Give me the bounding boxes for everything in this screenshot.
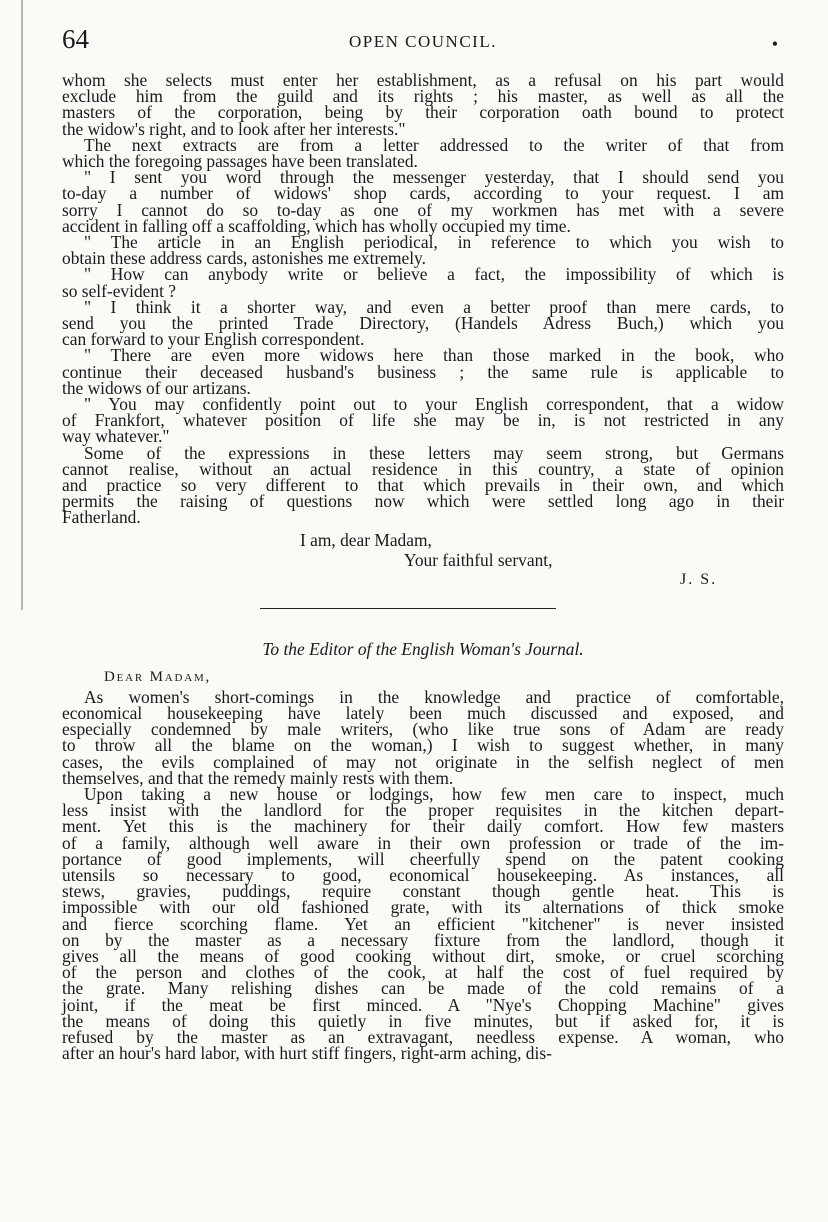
text-line: cannot realise, without an actual residence in this country, a state of opinion <box>62 458 784 479</box>
text-line: utensils so necessary to good, economical housekeeping. As instances, all <box>62 864 784 885</box>
text-line: way whatever." <box>62 426 170 447</box>
text-line: cases, the evils complained of may not originate in the selfish neglect of men <box>62 751 784 772</box>
salutation: Dear Madam, <box>104 668 212 685</box>
text-line: of the person and clothes of the cook, at half the cost of fuel required by <box>62 962 784 983</box>
text-line: obtain these address cards, astonishes me extremely. <box>62 248 426 269</box>
signature: J. S. <box>680 570 718 588</box>
text-line: Upon taking a new house or lodgings, how few men care to inspect, much <box>84 783 784 804</box>
body-text <box>62 70 784 1064</box>
text-line: Some of the expressions in these letters may seem strong, but Germans <box>84 442 784 463</box>
text-line: " I think it a shorter way, and even a better proof than mere cards, to <box>84 296 784 317</box>
text-line: which the foregoing passages have been translated. <box>62 151 418 172</box>
text-line: portance of good implements, will cheerfully spend on the patent cooking <box>62 848 784 869</box>
text-line: The next extracts are from a letter addressed to the writer of that from <box>84 134 784 155</box>
page-number: 64 <box>62 24 89 54</box>
text-line: the grate. Many relishing dishes can be made of the cold remains of a <box>62 978 784 999</box>
text-line: send you the printed Trade Directory, (Handels Adress Buch,) which you <box>62 313 784 334</box>
text-line: the widows of our artizans. <box>62 377 251 398</box>
text-line: after an hour's hard labor, with hurt stiff fingers, right-arm aching, dis- <box>62 1043 552 1064</box>
text-line: the means of doing this quietly in five minutes, but if asked for, it is <box>62 1010 784 1031</box>
text-line: of a family, although well aware in their own profession or trade of the im- <box>62 832 784 853</box>
text-line: sorry I cannot do so to-day as one of my workmen has met with a severe <box>62 199 784 220</box>
text-line: to-day a number of widows' shop cards, according to your request. I am <box>62 183 784 204</box>
page-header <box>62 24 784 60</box>
text-line: and practice so very different to that which prevails in their own, and which <box>62 475 784 496</box>
letter-two <box>62 686 784 1064</box>
text-line: of Frankfort, whatever position of life she may be in, is not restricted in any <box>62 410 784 431</box>
text-line: refused by the master as an extravagant, needless expense. A woman, who <box>62 1026 784 1047</box>
text-line: can forward to your English correspondent. <box>62 329 365 350</box>
text-line: " I sent you word through the messenger yesterday, that I should send you <box>84 167 784 188</box>
text-line: economical housekeeping have lately been much discussed and exposed, and <box>62 702 784 723</box>
letter-heading: To the Editor of the English Woman's Journal. <box>262 638 584 659</box>
text-line: " The article in an English periodical, in reference to which you wish to <box>84 232 784 253</box>
section-divider <box>260 608 556 609</box>
text-line: continue their deceased husband's business ; the same rule is applicable to <box>62 361 784 382</box>
closing-line: I am, dear Madam, <box>300 529 432 550</box>
text-line: " You may confidently point out to your English correspondent, that a widow <box>84 394 784 415</box>
print-mark: • <box>771 34 778 54</box>
running-head: OPEN COUNCIL. <box>349 32 497 51</box>
text-line: especially condemned by male writers, (who like true sons of Adam are ready <box>62 719 784 740</box>
text-line: As women's short-comings in the knowledge and practice of comfortable, <box>84 686 784 707</box>
text-line: exclude him from the guild and its rights ; his master, as well as all the <box>62 86 784 107</box>
text-line: joint, if the meat be first minced. A "Nye's Chopping Machine" gives <box>62 994 784 1015</box>
text-line: accident in falling off a scaffolding, which has wholly occupied my time. <box>62 215 571 236</box>
text-line: impossible with our old fashioned grate, with its alternations of thick smoke <box>62 897 784 918</box>
text-line: the widow's right, and to look after her interests." <box>62 118 406 139</box>
text-line: stews, gravies, puddings, require constant though gentle heat. This is <box>62 881 784 902</box>
text-line: on by the master as a necessary fixture from the landlord, though it <box>62 929 784 950</box>
text-line: ment. Yet this is the machinery for their daily comfort. How few masters <box>62 816 784 837</box>
text-line: and fierce scorching flame. Yet an efficient "kitchener" is never insisted <box>62 913 784 934</box>
text-line: gives all the means of good cooking without dirt, smoke, or cruel scorching <box>62 945 784 966</box>
text-line: less insist with the landlord for the proper requisites in the kitchen depart- <box>62 800 784 821</box>
letter-one <box>62 72 784 526</box>
text-line: permits the raising of questions now which were settled long ago in their <box>62 491 784 512</box>
closing-servant-line: Your faithful servant, <box>404 549 553 570</box>
text-line: whom she selects must enter her establishment, as a refusal on his part would <box>62 70 784 90</box>
text-line: Fatherland. <box>62 507 141 528</box>
text-line: so self-evident ? <box>62 280 176 301</box>
text-line: themselves, and that the remedy mainly rests with them. <box>62 767 454 788</box>
text-line: " There are even more widows here than those marked in the book, who <box>84 345 784 366</box>
text-line: masters of the corporation, being by their corporation oath bound to protect <box>62 102 784 123</box>
text-line: to throw all the blame on the woman,) I wish to suggest whether, in many <box>62 735 784 756</box>
text-line: " How can anybody write or believe a fact, the impossibility of which is <box>84 264 784 285</box>
binding-margin-line <box>21 0 23 610</box>
